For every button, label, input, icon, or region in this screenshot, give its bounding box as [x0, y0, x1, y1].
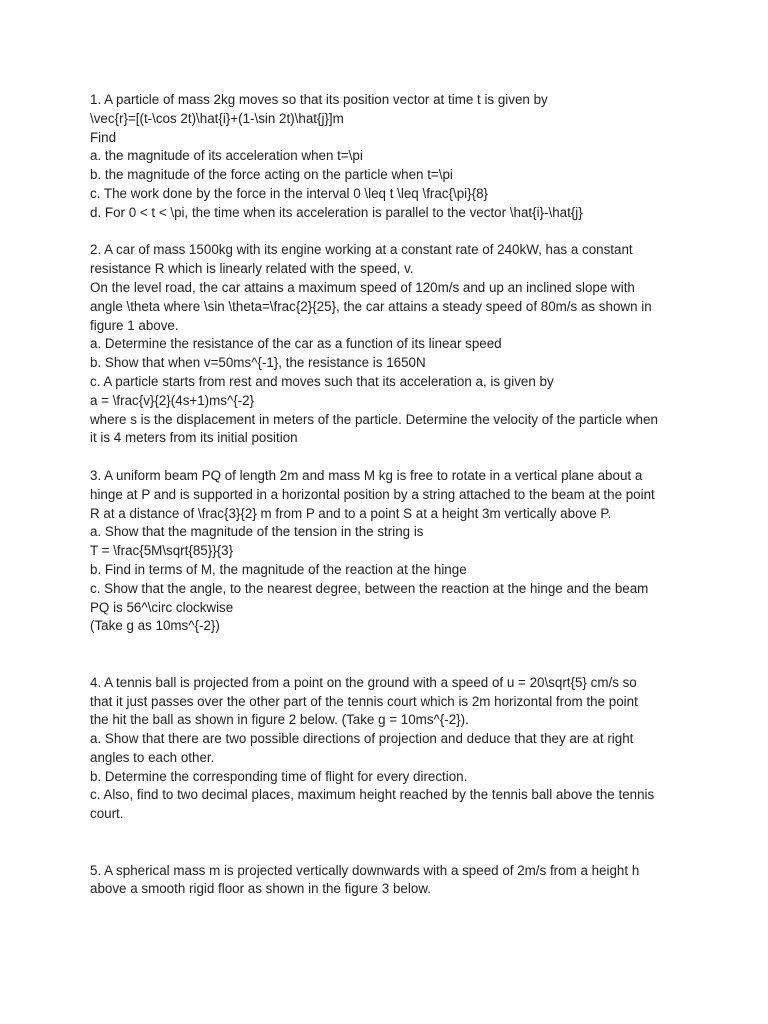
- question-1: [90, 91, 690, 223]
- q2-line-6: a. Determine the resistance of the car as a function of its linear speed: [90, 336, 502, 352]
- q3-line-2: hinge at P and is supported in a horizontal position by a string attached to the beam at the point: [90, 486, 655, 502]
- question-2: [90, 241, 690, 448]
- q3-line-6: b. Find in terms of M, the magnitude of the reaction at the hinge: [90, 561, 467, 577]
- q1-line-3: Find: [90, 129, 117, 145]
- q4-line-5: angles to each other.: [90, 749, 215, 765]
- q5-line-2: above a smooth rigid floor as shown in the figure 3 below.: [90, 881, 431, 897]
- q2-line-3: On the level road, the car attains a maximum speed of 120m/s and up an inclined slope with: [90, 279, 635, 295]
- q3-line-9: (Take g as 10ms^{-2}): [90, 618, 220, 634]
- q1-line-2: \vec{r}=[(t-\cos 2t)\hat{i}+(1-\sin 2t)\hat{j}]m: [90, 110, 344, 126]
- q4-line-8: court.: [90, 806, 124, 822]
- q1-line-5: b. the magnitude of the force acting on the particle when t=\pi: [90, 167, 453, 183]
- q2-line-2: resistance R which is linearly related with the speed, v.: [90, 261, 414, 277]
- paragraph-gap: [90, 223, 690, 242]
- q2-line-11: it is 4 meters from its initial position: [90, 430, 298, 446]
- q2-line-9: a = \frac{v}{2}(4s+1)ms^{-2}: [90, 392, 255, 408]
- q1-line-1: 1. A particle of mass 2kg moves so that its position vector at time t is given by: [90, 92, 548, 107]
- q2-line-4: angle \theta where \sin \theta=\frac{2}{25}, the car attains a steady speed of 80m/s as shown in: [90, 298, 652, 314]
- q3-line-1: 3. A uniform beam PQ of length 2m and mass M kg is free to rotate in a vertical plane about a: [90, 467, 643, 483]
- q4-line-4: a. Show that there are two possible directions of projection and deduce that they are at right: [90, 731, 634, 747]
- q3-line-7: c. Show that the angle, to the nearest degree, between the reaction at the hinge and the beam: [90, 580, 649, 596]
- question-3: [90, 467, 690, 636]
- q1-line-6: c. The work done by the force in the interval 0 \leq t \leq \frac{\pi}{8}: [90, 185, 488, 201]
- q2-line-10: where s is the displacement in meters of the particle. Determine the velocity of the particle when: [90, 411, 658, 427]
- paragraph-gap: [90, 448, 690, 467]
- document-body: [90, 91, 690, 899]
- q4-line-1: 4. A tennis ball is projected from a point on the ground with a speed of u = 20\sqrt{5} cm/s so: [90, 674, 637, 690]
- q3-line-3: R at a distance of \frac{3}{2} m from P and to a point S at a height 3m vertically above P.: [90, 505, 612, 521]
- q3-line-4: a. Show that the magnitude of the tension in the string is: [90, 524, 424, 540]
- q2-line-7: b. Show that when v=50ms^{-1}, the resistance is 1650N: [90, 355, 426, 371]
- paragraph-gap: [90, 824, 690, 862]
- paragraph-gap: [90, 636, 690, 674]
- q2-line-5: figure 1 above.: [90, 317, 179, 333]
- q1-line-4: a. the magnitude of its acceleration when t=\pi: [90, 148, 363, 164]
- q5-line-1: 5. A spherical mass m is projected vertically downwards with a speed of 2m/s from a height h: [90, 862, 640, 878]
- q2-line-8: c. A particle starts from rest and moves such that its acceleration a, is given by: [90, 373, 554, 389]
- q4-line-3: the hit the ball as shown in figure 2 below. (Take g = 10ms^{-2}).: [90, 712, 469, 728]
- question-5: [90, 862, 690, 900]
- q4-line-6: b. Determine the corresponding time of flight for every direction.: [90, 768, 468, 784]
- question-4: [90, 674, 690, 824]
- q3-line-8: PQ is 56^\circ clockwise: [90, 599, 234, 615]
- q4-line-7: c. Also, find to two decimal places, maximum height reached by the tennis ball above the tennis: [90, 787, 655, 803]
- q4-line-2: that it just passes over the other part of the tennis court which is 2m horizontal from the point: [90, 693, 638, 709]
- q3-line-5: T = \frac{5M\sqrt{85}}{3}: [90, 543, 234, 559]
- q1-line-7: d. For 0 < t < \pi, the time when its acceleration is parallel to the vector \hat{i}-\hat{j}: [90, 204, 583, 220]
- q2-line-1: 2. A car of mass 1500kg with its engine working at a constant rate of 240kW, has a constant: [90, 242, 633, 258]
